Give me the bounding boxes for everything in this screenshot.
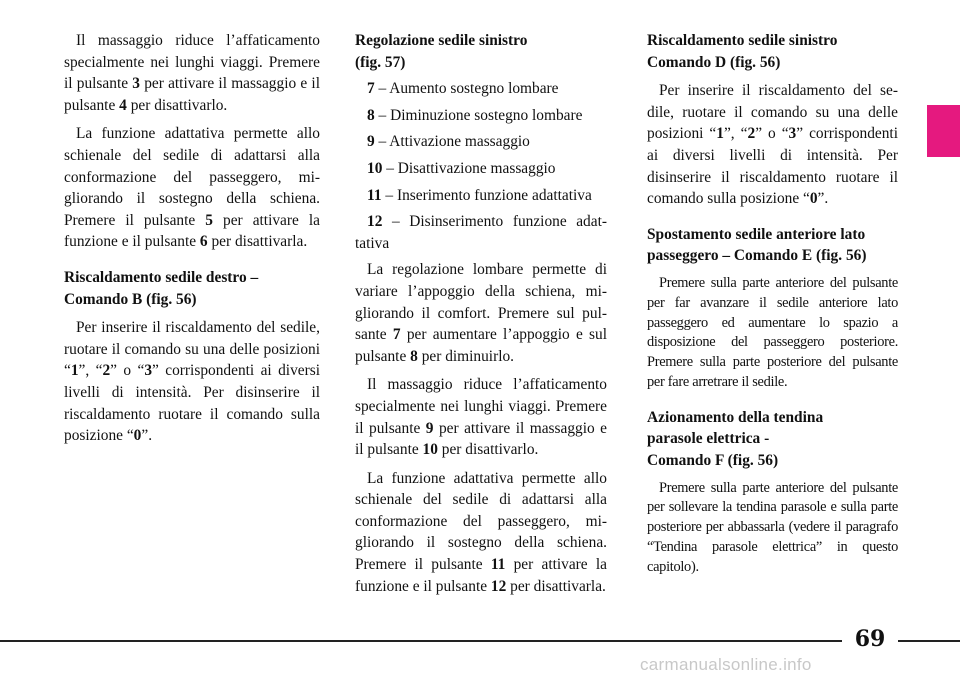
paragraph-left-seat-heating: Per inserire il riscaldamento del sedile, ruotare il comando su una delle posizioni “1”, “2” o “3” corrispondenti ai diversi livelli di intensità. Per disinserire il riscaldamento ruotare il comando sulla posizione “0”. [647,82,898,208]
list-item: 10 – Disattivazione massaggio [367,159,556,177]
heading-left-seat-adjust: Regolazione sedile sinistro (fig. 57) [355,32,528,71]
paragraph-massage: Il massaggio riduce l’affaticamento specialmente nei lunghi viaggi. Premere il pulsante 9 per attivare il massaggio e il pulsante 10 per disattivarlo. [355,376,608,459]
section-tab-marker [927,105,960,157]
heading-passenger-seat-move: Spostamento sedile anteriore lato passeggero – Comando E (fig. 56) [647,225,867,265]
heading-sunshade: Azionamento della tendina parasole elettrica - Comando F (fig. 56) [647,408,824,469]
footer-rule-right [898,640,960,642]
page-number: 69 [854,626,886,652]
heading-left-seat-heating: Riscaldamento sedile sinistro Comando D (fig. 56) [647,32,838,71]
paragraph-massage: Il massaggio riduce l’affaticamento specialmente nei lunghi viaggi. Premere il pulsante 3 per attivare il massaggio e il pulsante 4 per disattivarlo. [64,32,320,114]
column-left [64,30,320,454]
list-item: 9 – Attivazione massaggio [367,133,530,151]
heading-right-seat-heating: Riscaldamento sedile destro – Comando B (fig. 56) [64,268,259,308]
list-item: 11 – Inserimento funzione adattativa [367,186,592,204]
list-item: 7 – Aumento sostegno lombare [367,80,559,98]
column-middle [355,30,607,604]
paragraph-sunshade: Premere sulla parte anteriore del pulsante per sollevare la tendina parasole e sulla parte posteriore per abbassarla (vedere il paragrafo “Tendina parasole elettrica” in questo capitolo). [647,479,898,575]
list-item: 12 – Disinserimento funzione adattativa [355,213,607,252]
paragraph-lumbar: La regolazione lombare permette di variare l’appoggio della schiena, migliorando il comfort. Premere sul pulsante 7 per aumentare l’appoggio e sul pulsante 8 per diminuirlo. [355,261,607,365]
list-item: 8 – Diminuzione sostegno lombare [367,106,583,124]
footer-rule-left [0,640,842,642]
paragraph-passenger-seat-move: Premere sulla parte anteriore del pulsante per far avanzare il sedile anteriore lato passeggero ed aumentare lo spazio a disposizione del passeggero posteriore. Premere sulla parte posteriore del pulsante per fare arretrare il sedile. [647,274,898,390]
paragraph-right-seat-heating: Per inserire il riscaldamento del sedile, ruotare il comando su una delle posizioni “1”, “2” o “3” corrispondenti ai diversi livelli di intensità. Per disinserire il riscaldamento ruotare il comando sulla posizione “0”. [64,319,320,445]
column-right [647,30,898,584]
paragraph-adaptive: La funzione adattativa permette allo schienale del sedile di adattarsi alla conformazione del passeggero, migliorando il sostegno della schiena. Premere il pulsante 11 per attivare la funzione e il pulsante 12 per disattivarla. [355,469,607,595]
paragraph-adaptive: La funzione adattativa permette allo schienale del sedile di adattarsi alla conformazione del passeggero, migliorando il sostegno della schiena. Premere il pulsante 5 per attivare la funzione e il pulsante 6 per disattivarla. [64,125,320,251]
watermark: carmanualsonline.info [640,655,812,674]
